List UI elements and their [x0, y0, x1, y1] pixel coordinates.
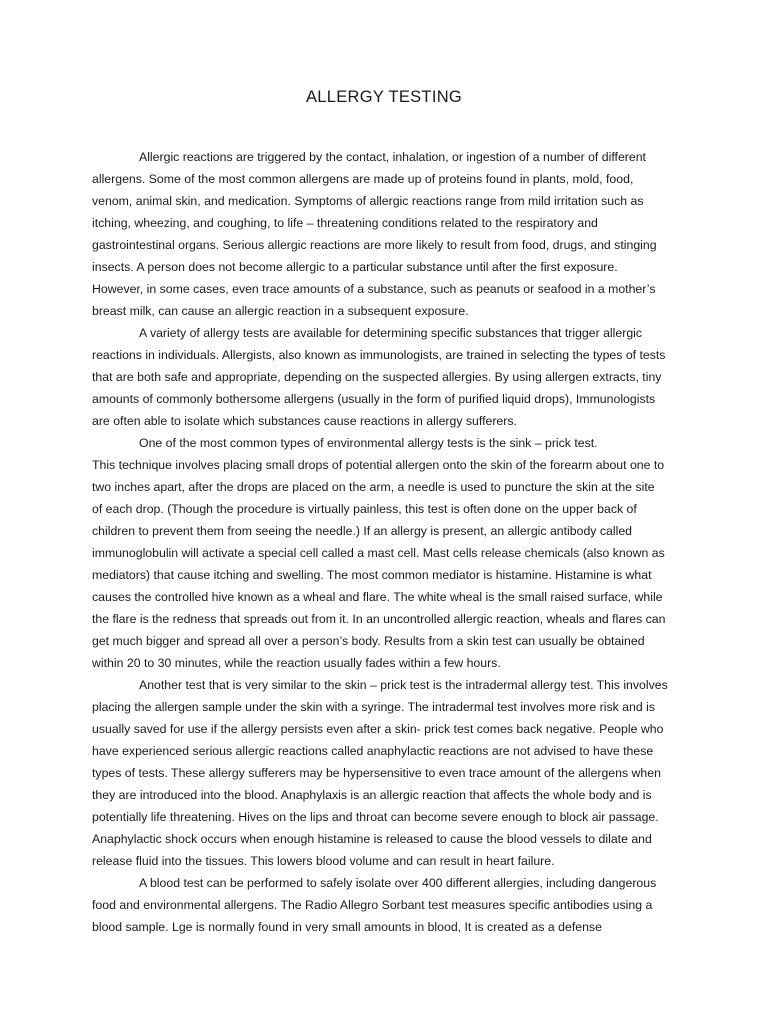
text-line: amounts of commonly bothersome allergens (usually in the form of purified liquid drops), Immunologists — [92, 392, 656, 406]
body-text — [92, 146, 682, 938]
text-line: within 20 to 30 minutes, while the reaction usually fades within a few hours. — [92, 656, 501, 670]
text-line: Allergic reactions are triggered by the contact, inhalation, or ingestion of a number of different — [139, 150, 646, 164]
text-line: allergens. Some of the most common allergens are made up of proteins found in plants, mold, food, — [92, 172, 634, 186]
text-line: of each drop. (Though the procedure is virtually painless, this test is often done on the upper back of — [92, 502, 637, 516]
text-line: causes the controlled hive known as a wheal and flare. The white wheal is the small raised surface, while — [92, 590, 663, 604]
text-line: mediators) that cause itching and swelling. The most common mediator is histamine. Histamine is what — [92, 568, 652, 582]
text-line: gastrointestinal organs. Serious allergic reactions are more likely to result from food, drugs, and stinging — [92, 238, 657, 252]
page-title: ALLERGY TESTING — [305, 88, 463, 106]
text-line: blood sample. Lge is normally found in very small amounts in blood, It is created as a defense — [92, 920, 602, 934]
text-line: types of tests. These allergy sufferers may be hypersensitive to even trace amount of the allergens when — [92, 766, 661, 780]
text-line: itching, wheezing, and coughing, to life – threatening conditions related to the respiratory and — [92, 216, 598, 230]
text-line: breast milk, can cause an allergic reaction in a subsequent exposure. — [92, 304, 469, 318]
text-line: A blood test can be performed to safely isolate over 400 different allergies, including dangerous — [139, 876, 657, 890]
text-line: two inches apart, after the drops are placed on the arm, a needle is used to puncture the skin at the site — [92, 480, 655, 494]
text-line: insects. A person does not become allergic to a particular substance until after the first exposure. — [92, 260, 618, 274]
text-line: they are introduced into the blood. Anaphylaxis is an allergic reaction that affects the whole body and is — [92, 788, 652, 802]
text-line: reactions in individuals. Allergists, also known as immunologists, are trained in selecting the types of tests — [92, 348, 666, 362]
text-line: This technique involves placing small drops of potential allergen onto the skin of the forearm about one to — [92, 458, 665, 472]
text-line: food and environmental allergens. The Radio Allegro Sorbant test measures specific antibodies using a — [92, 898, 653, 912]
text-line: have experienced serious allergic reactions called anaphylactic reactions are not advised to have these — [92, 744, 654, 758]
text-line: that are both safe and appropriate, depending on the suspected allergies. By using allergen extracts, tiny — [92, 370, 662, 384]
text-line: placing the allergen sample under the skin with a syringe. The intradermal test involves more risk and is — [92, 700, 655, 714]
text-line: A variety of allergy tests are available for determining specific substances that trigger allergic — [139, 326, 643, 340]
text-line: One of the most common types of environmental allergy tests is the sink – prick test. — [139, 436, 598, 450]
text-line: release fluid into the tissues. This lowers blood volume and can result in heart failure. — [92, 854, 555, 868]
text-line: get much bigger and spread all over a person’s body. Results from a skin test can usually be obtained — [92, 634, 645, 648]
text-line: Another test that is very similar to the skin – prick test is the intradermal allergy test. This involves — [139, 678, 668, 692]
text-line: children to prevent them from seeing the needle.) If an allergy is present, an allergic antibody called — [92, 524, 633, 538]
text-line: venom, animal skin, and medication. Symptoms of allergic reactions range from mild irritation such as — [92, 194, 644, 208]
text-line: are often able to isolate which substances cause reactions in allergy sufferers. — [92, 414, 517, 428]
text-line: Anaphylactic shock occurs when enough histamine is released to cause the blood vessels to dilate and — [92, 832, 652, 846]
text-line: However, in some cases, even trace amounts of a substance, such as peanuts or seafood in a mother’s — [92, 282, 656, 296]
text-line: the flare is the redness that spreads out from it. In an uncontrolled allergic reaction, wheals and flares can — [92, 612, 666, 626]
text-line: usually saved for use if the allergy persists even after a skin- prick test comes back negative. People who — [92, 722, 664, 736]
text-line: potentially life threatening. Hives on the lips and throat can become severe enough to block air passage. — [92, 810, 659, 824]
text-line: immunoglobulin will activate a special cell called a mast cell. Mast cells release chemicals (also known as — [92, 546, 665, 560]
